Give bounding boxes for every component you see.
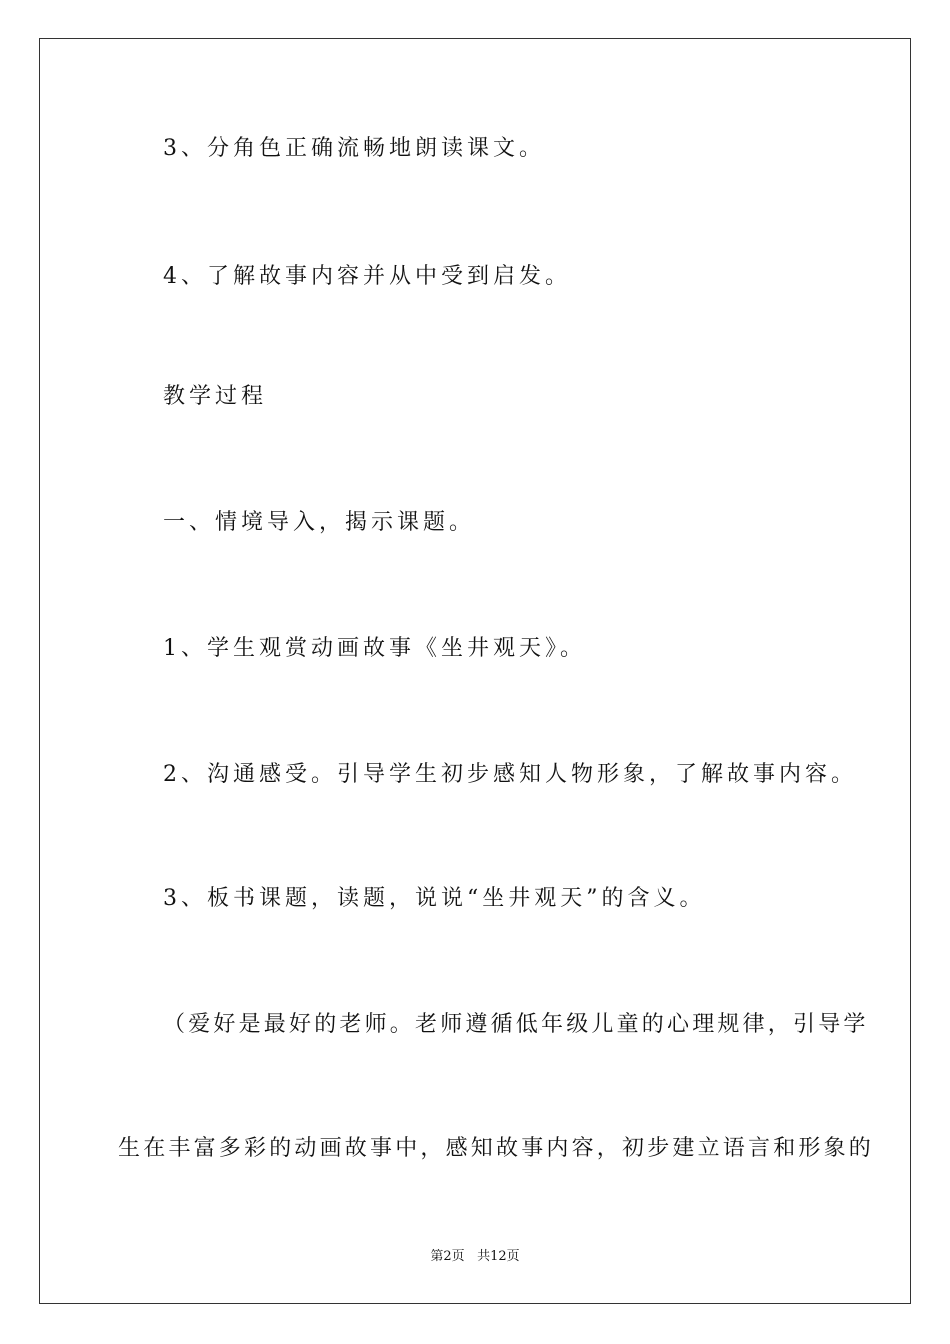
section-heading-teaching-process: 教学过程 [163,384,268,409]
paragraph-objective-3: 3、分角色正确流畅地朗读课文。 [163,136,545,161]
paragraph-step-1-item-3: 3、板书课题，读题，说说“坐井观天”的含义。 [163,886,706,911]
paragraph-step-1-item-1: 1、学生观赏动画故事《坐井观天》。 [163,636,586,661]
paragraph-note-line-1: （爱好是最好的老师。老师遵循低年级儿童的心理规律，引导学 [163,1012,869,1037]
page-number: 第2页 [430,1249,465,1264]
page-total: 共12页 [477,1249,520,1264]
page-footer [0,1248,950,1266]
paragraph-step-1-heading: 一、情境导入，揭示课题。 [163,510,476,535]
page-border [39,38,911,1304]
paragraph-note-line-2: 生在丰富多彩的动画故事中，感知故事内容，初步建立语言和形象的 [118,1136,875,1161]
paragraph-objective-4: 4、了解故事内容并从中受到启发。 [163,264,571,289]
paragraph-step-1-item-2: 2、沟通感受。引导学生初步感知人物形象，了解故事内容。 [163,762,857,787]
